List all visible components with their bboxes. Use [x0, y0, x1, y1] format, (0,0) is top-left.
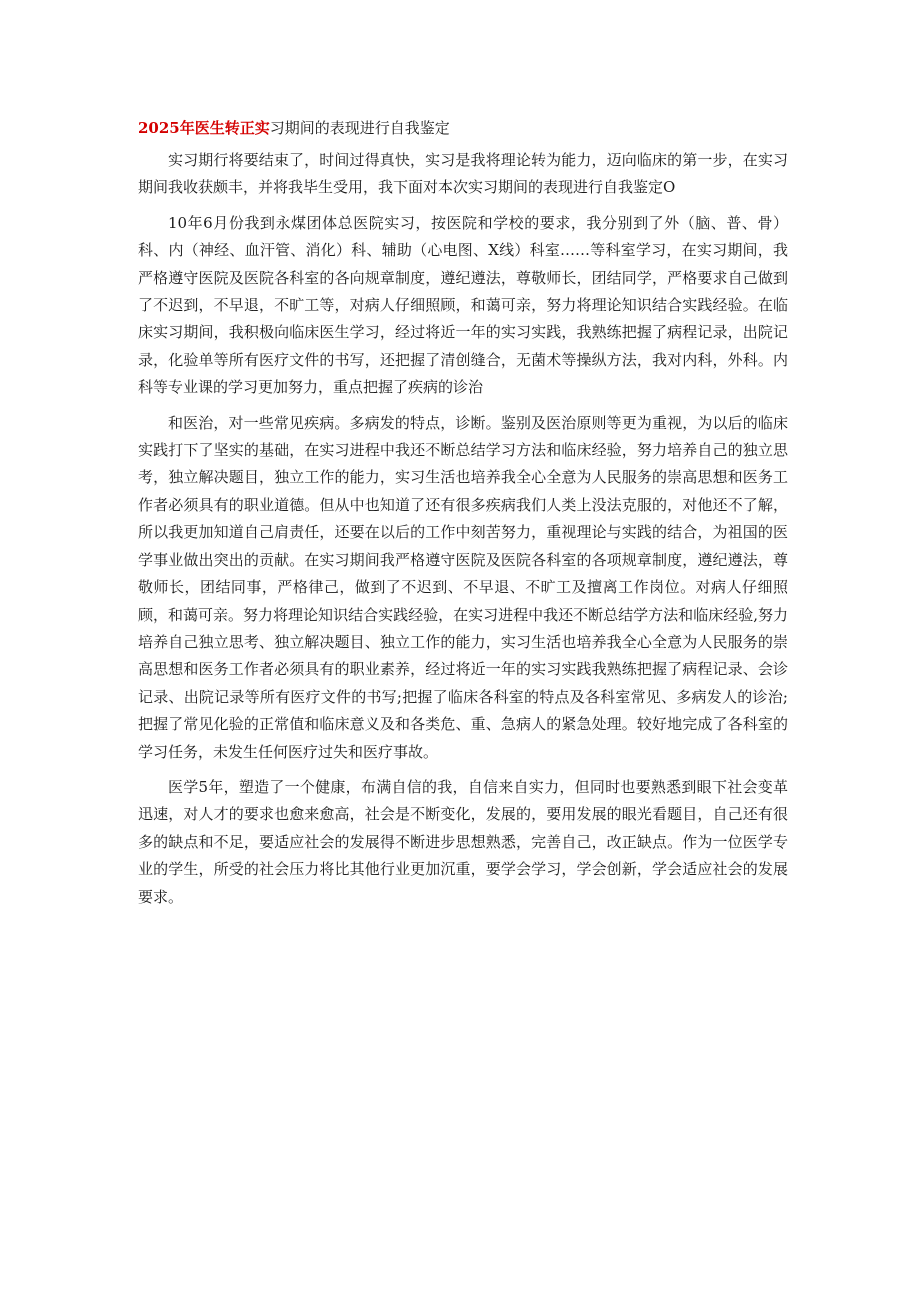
title-highlight: 2025年医生转正实: [138, 119, 270, 137]
document-page: [138, 117, 788, 919]
title-rest: 习期间的表现进行自我鉴定: [269, 119, 450, 137]
paragraph-internship: 10年6月份我到永煤团体总医院实习，按医院和学校的要求，我分别到了外（脑、普、骨）科、内（神经、血汗管、消化）科、辅助（心电图、X线）科室……等科室学习，在实习期间，我严格遵守医院及医院各科室的各向规章制度，遵纪遵法，尊敬师长，团结同学，严格要求自己做到了不迟到，不早退，不旷工等，对病人仔细照顾，和蔼可亲，努力将理论知识结合实践经验。在临床实习期间，我积极向临床医生学习，经过将近一年的实习实践，我熟练把握了病程记录，出院记录，化验单等所有医疗文件的书写，还把握了清创缝合，无菌术等操纵方法，我对内科，外科。内科等专业课的学习更加努力，重点把握了疾病的诊治: [138, 213, 788, 397]
paragraph-clinical: 和医治，对一些常见疾病。多病发的特点，诊断。鉴别及医治原则等更为重视，为以后的临床实践打下了坚实的基础，在实习进程中我还不断总结学习方法和临床经验，努力培养自己的独立思考，独立解决题目，独立工作的能力，实习生活也培养我全心全意为人民服务的崇高思想和医务工作者必须具有的职业道德。但从中也知道了还有很多疾病我们人类上没法克服的，对他还不了解，所以我更加知道自己肩责任，还要在以后的工作中刻苦努力，重视理论与实践的结合，为祖国的医学事业做出突出的贡献。在实习期间我严格遵守医院及医院各科室的各项规章制度，遵纪遵法，尊敬师长，团结同事，严格律己，做到了不迟到、不早退、不旷工及擅离工作岗位。对病人仔细照顾，和蔼可亲。努力将理论知识结合实践经验，在实习进程中我还不断总结学方法和临床经验,努力培养自己独立思考、独立解决题目、独立工作的能力，实习生活也培养我全心全意为人民服务的崇高思想和医务工作者必须具有的职业素养，经过将近一年的实习实践我熟练把握了病程记录、会诊记录、出院记录等所有医疗文件的书写;把握了临床各科室的特点及各科室常见、多病发人的诊治;把握了常见化验的正常值和临床意义及和各类危、重、急病人的紧急处理。较好地完成了各科室的学习任务，未发生任何医疗过失和医疗事故。: [138, 413, 788, 761]
paragraph-conclusion: 医学5年，塑造了一个健康，布满自信的我，自信来自实力，但同时也要熟悉到眼下社会变革迅速，对人才的要求也愈来愈高，社会是不断变化，发展的，要用发展的眼光看题目，自己还有很多的缺点和不足，要适应社会的发展得不断进步思想熟悉，完善自己，改正缺点。作为一位医学专业的学生，所受的社会压力将比其他行业更加沉重，要学会学习，学会创新，学会适应社会的发展要求。: [138, 777, 788, 906]
paragraph-intro: 实习期行将要结束了，时间过得真快，实习是我将理论转为能力，迈向临床的第一步，在实习期间我收获颇丰，并将我毕生受用，我下面对本次实习期间的表现进行自我鉴定O: [138, 151, 788, 197]
document-title: [138, 117, 788, 139]
